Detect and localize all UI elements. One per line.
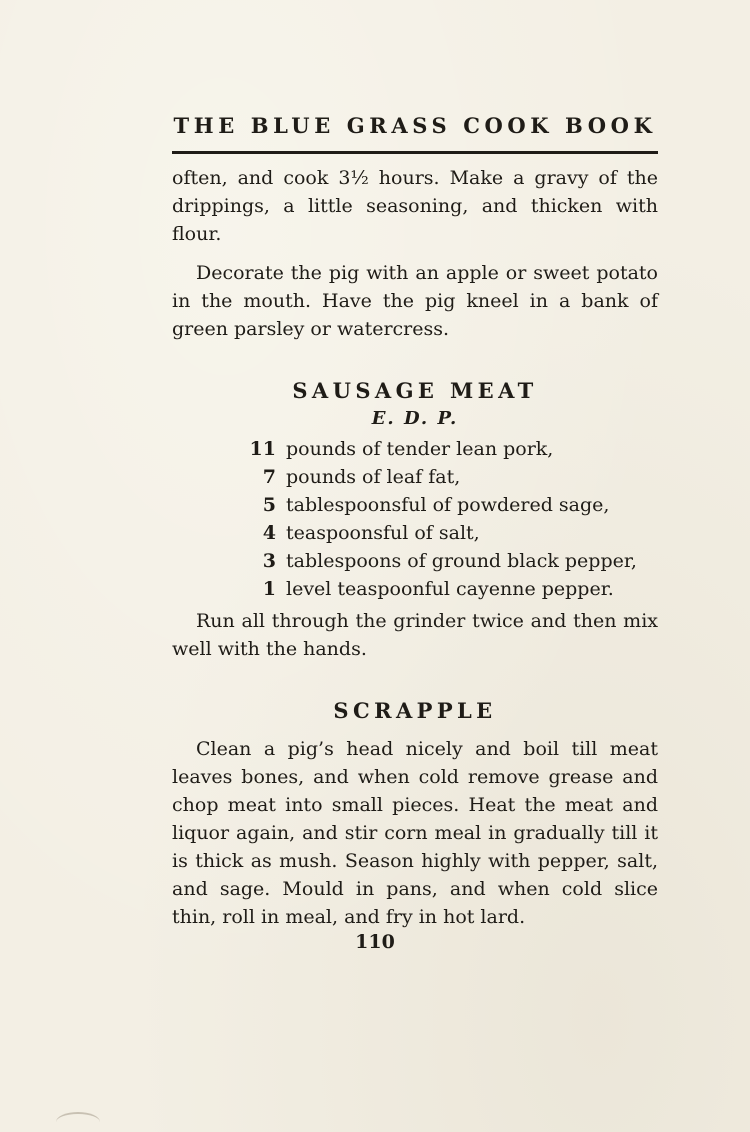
sausage-attribution: E. D. P. (371, 408, 459, 429)
ingredient-text: tablespoonsful of powdered sage, (286, 494, 610, 516)
sausage-title: SAUSAGE MEAT (292, 378, 538, 403)
ingredient-quantity: 3 (262, 550, 276, 572)
header-rule (172, 151, 658, 154)
ingredient-row (242, 435, 658, 463)
paper-smudge (56, 1112, 100, 1132)
ingredient-text: tablespoons of ground black pepper, (286, 550, 637, 572)
sausage-ingredients (172, 435, 658, 603)
ingredient-text: level teaspoonful cayenne pepper. (286, 578, 614, 600)
ingredient-quantity: 5 (262, 494, 276, 516)
ingredient-row (242, 519, 658, 547)
scrapple-instructions: Clean a pig’s head nicely and boil till meat leaves bones, and when cold remove grease and chop meat into small pieces. Heat the meat and liquor again, and stir corn meal in gradually till it is thick as mush. Season highly with pepper, salt, and sage. Mould in pans, and when cold slice thin, roll in meal, and fry in hot lard. (172, 738, 658, 928)
ingredient-text: teaspoonsful of salt, (286, 522, 480, 544)
ingredient-quantity: 1 (262, 578, 276, 600)
intro-paragraph-decorate: Decorate the pig with an apple or sweet potato in the mouth. Have the pig kneel in a bank of green parsley or watercress. (172, 262, 658, 340)
running-head: THE BLUE GRASS COOK BOOK (173, 113, 657, 138)
sausage-instructions: Run all through the grinder twice and then mix well with the hands. (172, 610, 658, 660)
ingredient-text: pounds of tender lean pork, (286, 438, 554, 460)
section-spacer (172, 343, 658, 377)
intro-paragraph-continued: often, and cook 3½ hours. Make a gravy of the drippings, a little seasoning, and thicken with flour. (172, 167, 658, 245)
ingredient-quantity: 7 (262, 466, 276, 488)
section-spacer (172, 663, 658, 697)
ingredient-quantity: 4 (262, 522, 276, 544)
ingredient-row (242, 547, 658, 575)
ingredient-row (242, 463, 658, 491)
page-number: 110 (355, 931, 395, 953)
ingredient-text: pounds of leaf fat, (286, 466, 461, 488)
ingredient-row (242, 491, 658, 519)
book-page (172, 112, 658, 931)
ingredient-row (242, 575, 658, 603)
ingredient-quantity: 11 (249, 438, 276, 460)
scrapple-title: SCRAPPLE (333, 698, 497, 723)
